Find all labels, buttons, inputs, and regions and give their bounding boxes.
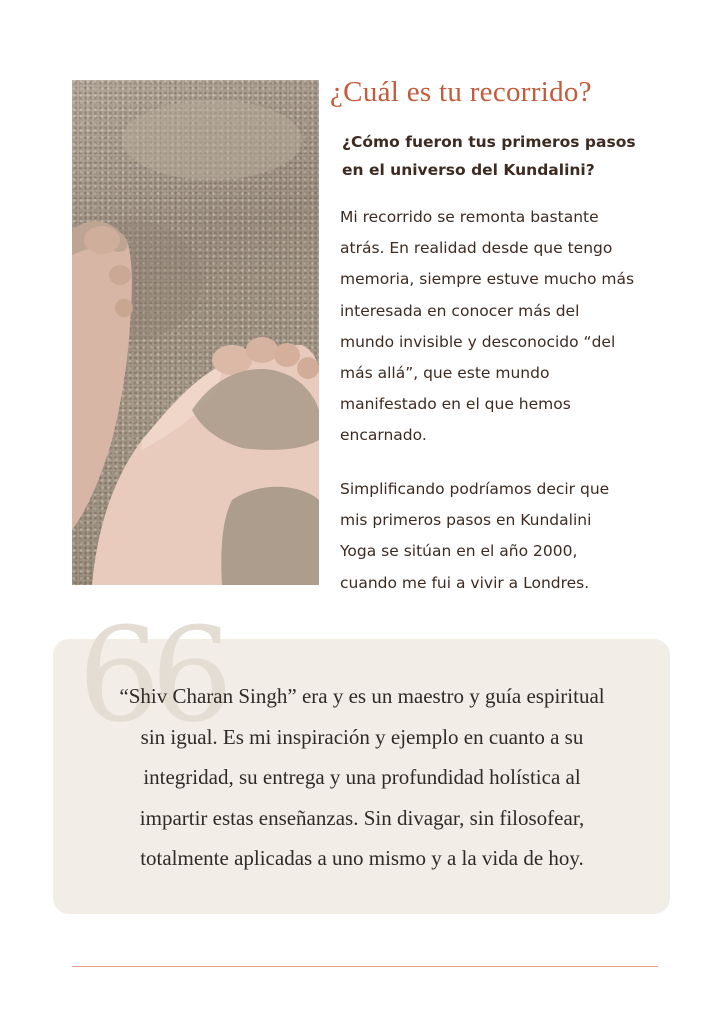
text-line: manifestado en el que hemos [340, 395, 571, 414]
text-line: Simplificando podríamos decir que [340, 480, 610, 498]
question-line: en el universo del Kundalini? [342, 161, 595, 179]
quote-line: totalmente aplicadas a uno mismo y a la vida de hoy. [140, 846, 584, 870]
footer-divider [72, 966, 658, 967]
text-line: Mi recorrido se remonta bastante [340, 208, 599, 226]
text-line: atrás. En realidad desde que tengo [340, 239, 613, 258]
text-line: interesada en conocer más del [340, 301, 580, 320]
feet-illustration [72, 80, 319, 585]
text-line: cuando me fui a vivir a Londres. [340, 573, 590, 592]
quote-text [60, 676, 664, 879]
quote-mark-icon: 66 [78, 599, 224, 751]
text-line: mundo invisible y desconocido “del [340, 332, 616, 351]
text-line: encarnado. [340, 426, 427, 445]
quote-line: sin igual. Es mi inspiración y ejemplo en cuanto a su [140, 724, 584, 749]
question-heading [342, 128, 662, 184]
text-line: memoria, siempre estuve mucho más [340, 270, 635, 289]
page-title: ¿Cuál es tu recorrido? [330, 76, 592, 108]
text-line: más allá”, que este mundo [340, 364, 550, 383]
text-line: mis primeros pasos en Kundalini [340, 511, 592, 530]
quote-line: integridad, su entrega y una profundidad holística al [143, 765, 581, 789]
question-line: ¿Cómo fueron tus primeros pasos [342, 133, 636, 151]
paragraph-recorrido [340, 202, 660, 452]
feet-in-sand-photo [72, 80, 319, 585]
paragraph-primeros-pasos [340, 474, 660, 599]
quote-line: impartir estas enseñanzas. Sin divagar, sin filosofear, [139, 805, 585, 830]
quote-line: “Shiv Charan Singh” era y es un maestro y guía espiritual [119, 684, 605, 708]
text-line: Yoga se sitúan en el año 2000, [340, 542, 578, 561]
